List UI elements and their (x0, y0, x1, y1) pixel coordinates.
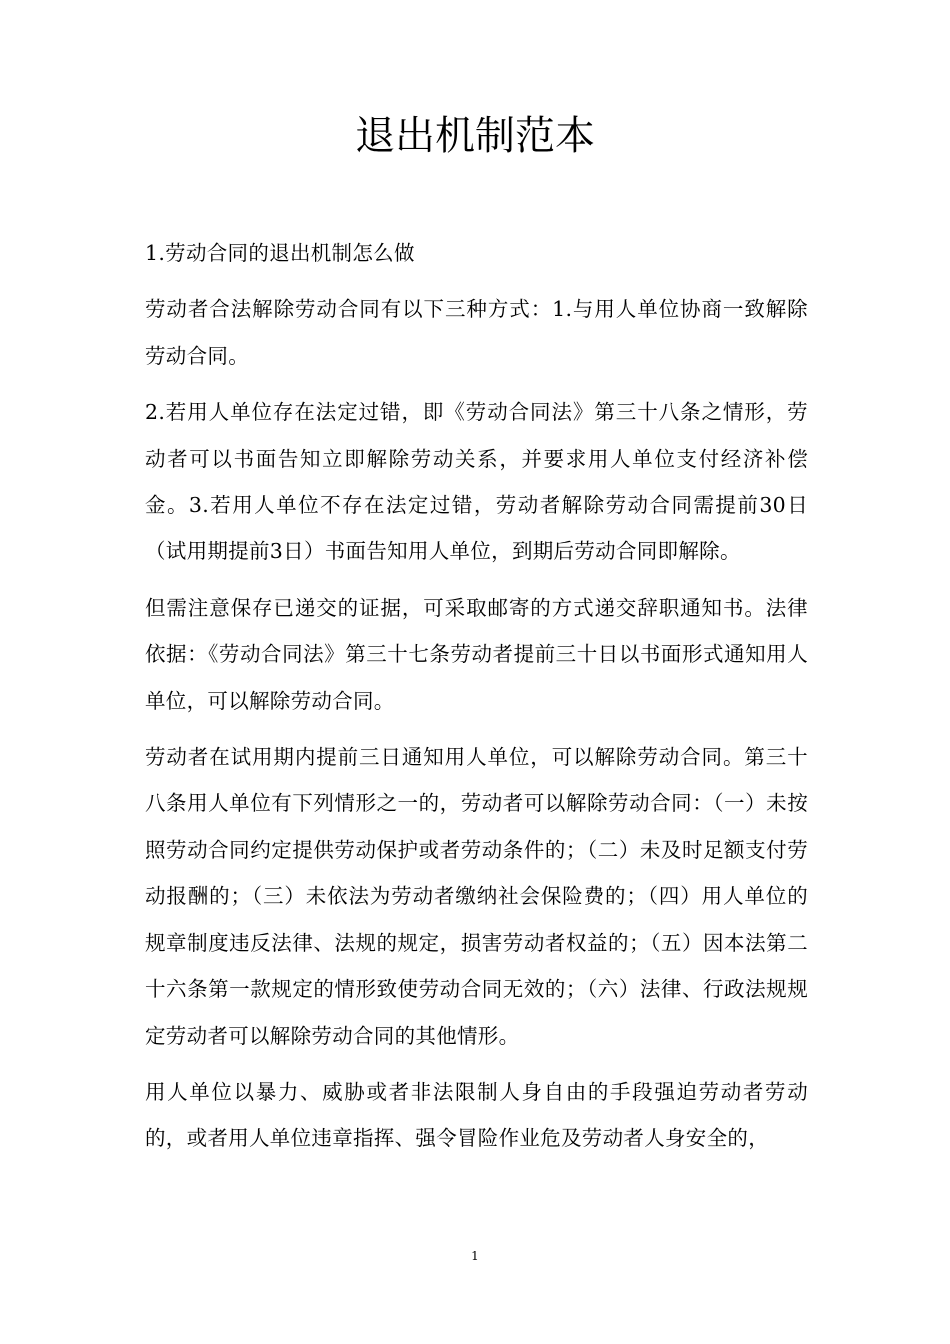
paragraph: 但需注意保存已递交的证据，可采取邮寄的方式递交辞职通知书。法律依据：《劳动合同法》第三十七条劳动者提前三十日以书面形式通知用人单位，可以解除劳动合同。 (145, 595, 808, 713)
paragraph: 用人单位以暴力、威胁或者非法限制人身自由的手段强迫劳动者劳动的，或者用人单位违章指挥、强令冒险作业危及劳动者人身安全的， (145, 1079, 808, 1151)
paragraph: 劳动者合法解除劳动合同有以下三种方式：1.与用人单位协商一致解除劳动合同。 (145, 297, 808, 368)
document-body (145, 230, 808, 1172)
page-number: 1 (471, 1249, 479, 1263)
document-title: 退出机制范本 (355, 113, 595, 159)
section-heading: 1.劳动合同的退出机制怎么做 (145, 241, 415, 265)
paragraph: 2.若用人单位存在法定过错，即《劳动合同法》第三十八条之情形，劳动者可以书面告知立即解除劳动关系，并要求用人单位支付经济补偿金。3.若用人单位不存在法定过错，劳动者解除劳动合同需提前30日（试用期提前3日）书面告知用人单位，到期后劳动合同即解除。 (145, 400, 808, 564)
paragraph: 劳动者在试用期内提前三日通知用人单位，可以解除劳动合同。第三十八条用人单位有下列情形之一的，劳动者可以解除劳动合同：（一）未按照劳动合同约定提供劳动保护或者劳动条件的；（二）未及时足额支付劳动报酬的；（三）未依法为劳动者缴纳社会保险费的；（四）用人单位的规章制度违反法律、法规的规定，损害劳动者权益的；（五）因本法第二十六条第一款规定的情形致使劳动合同无效的；（六）法律、行政法规规定劳动者可以解除劳动合同的其他情形。 (145, 745, 808, 1048)
